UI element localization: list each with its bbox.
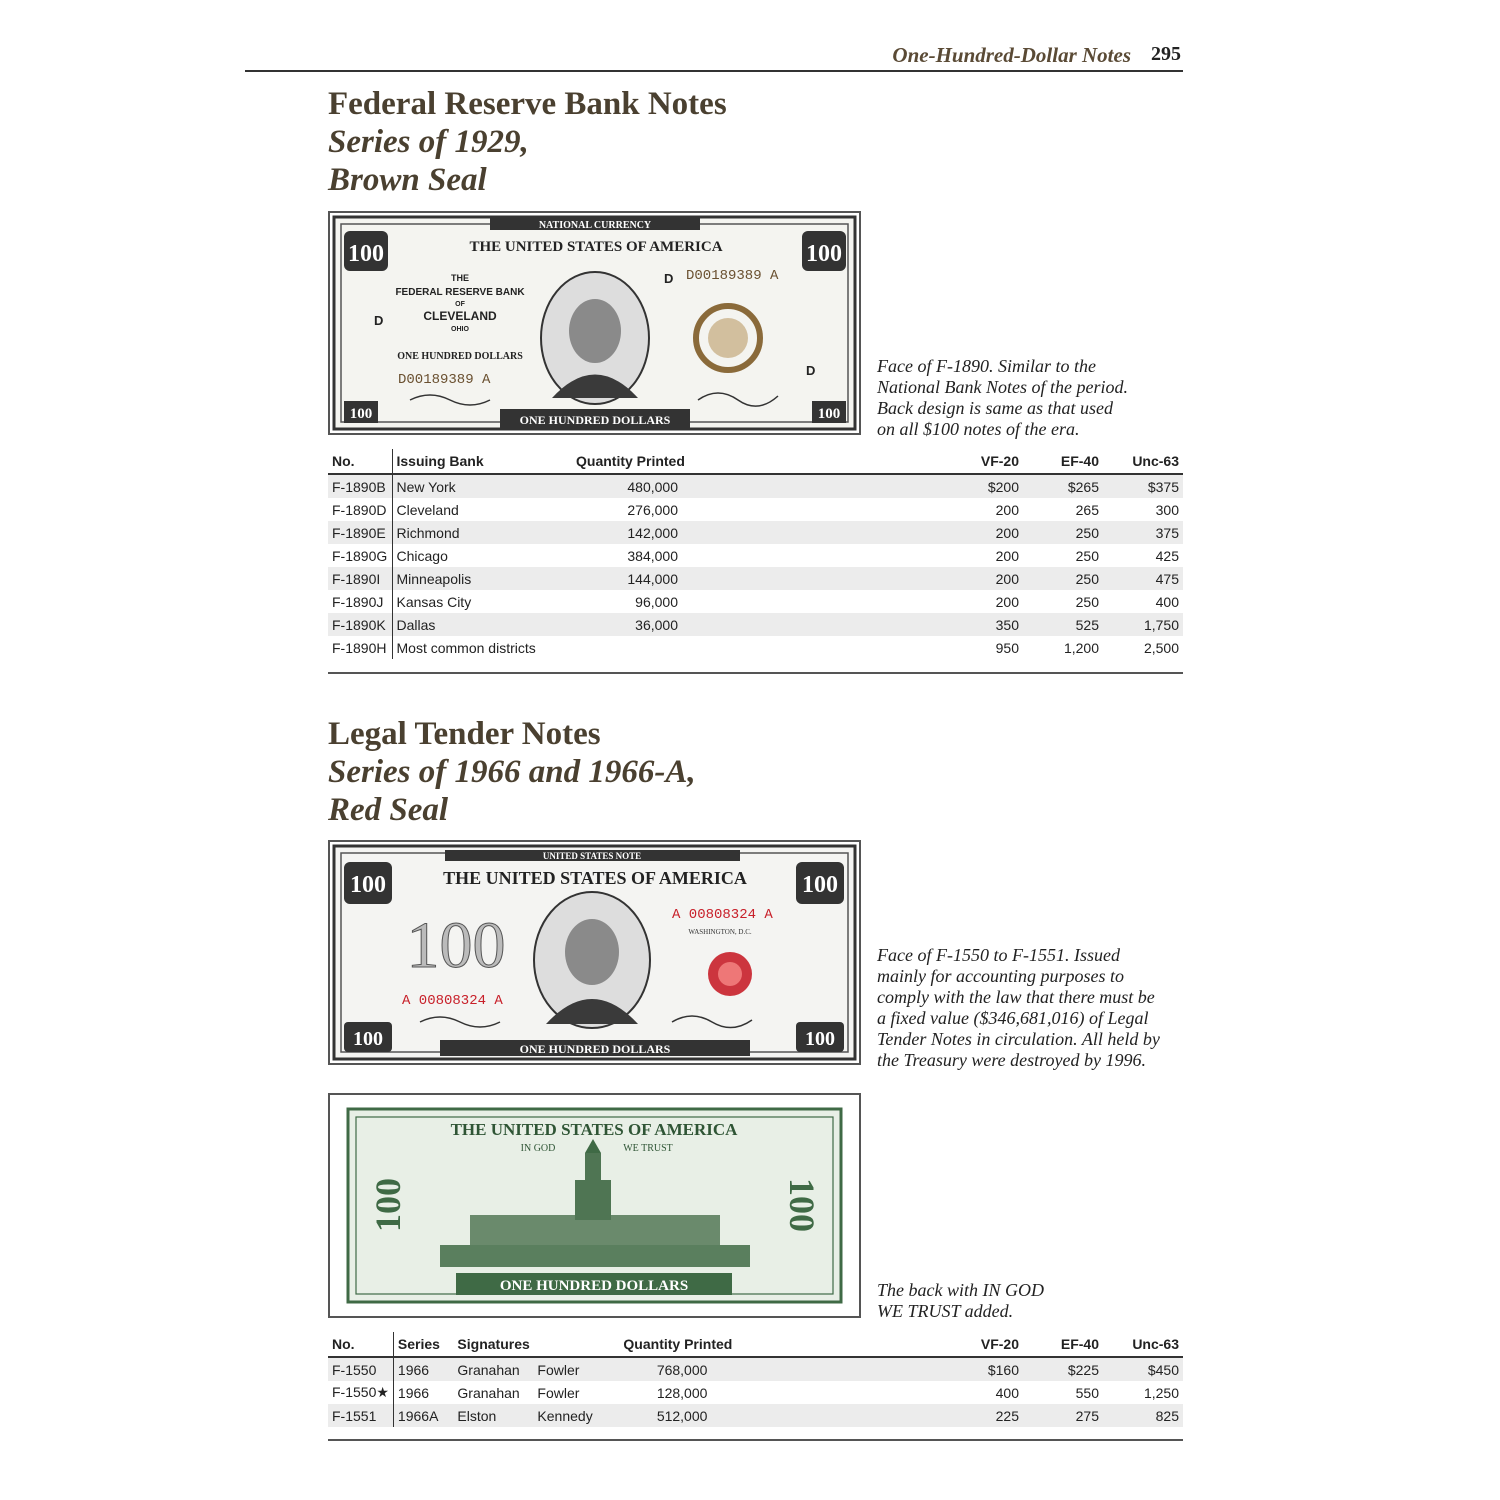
caption-f1890: Face of F-1890. Similar to the National Bank Notes of the period. Back design is same as that used on all $100 notes of the era. xyxy=(877,356,1128,439)
table-row: F-1890K Dallas 36,000 350 525 1,750 xyxy=(328,613,1183,636)
table-row: F-1890E Richmond 142,000 200 250 375 xyxy=(328,521,1183,544)
back-bottom-banner: ONE HUNDRED DOLLARS xyxy=(499,1278,689,1294)
table-f1890 xyxy=(328,449,1183,659)
banknote-f1890-face xyxy=(330,213,859,433)
denom-bottom-right: 100 xyxy=(805,1028,835,1050)
motto-left: IN GOD xyxy=(520,1143,556,1154)
bottom-banner-text: ONE HUNDRED DOLLARS xyxy=(519,413,671,427)
denom-top-left: 100 xyxy=(348,241,384,267)
section2-subtitle-line2: Red Seal xyxy=(328,792,449,828)
banknote-f1550-back xyxy=(330,1095,859,1316)
back-denom-left: 100 xyxy=(368,1178,408,1232)
table-row: F-1551 1966A Elston Kennedy 512,000 225 275 825 xyxy=(328,1404,1183,1427)
table-f1550 xyxy=(328,1332,1183,1427)
serial-left: A 00808324 A xyxy=(402,993,503,1009)
section1-subtitle-line2: Brown Seal xyxy=(328,162,487,198)
denom-bottom-left: 100 xyxy=(349,406,373,422)
section1-title: Federal Reserve Bank Notes xyxy=(328,86,727,122)
portrait-face xyxy=(565,919,619,985)
note-bank-city: CLEVELAND xyxy=(423,309,497,323)
denom-top-right: 100 xyxy=(806,241,842,267)
table-header-row: No. Issuing Bank Quantity Printed VF-20 EF-40 Unc-63 xyxy=(328,449,1183,474)
table-row: F-1890H Most common districts 950 1,200 2,500 xyxy=(328,636,1183,659)
caption-f1550-back: The back with IN GOD WE TRUST added. xyxy=(877,1280,1044,1321)
note-image-f1550-face xyxy=(328,840,861,1065)
top-banner-text: NATIONAL CURRENCY xyxy=(538,220,652,231)
caption-f1550-face: Face of F-1550 to F-1551. Issued mainly for accounting purposes to comply with the law that there must be a fixed value ($346,681,016) of Legal Tender Notes in circulation. All held by the Treasury were destroyed by 1996. xyxy=(877,945,1160,1070)
running-title: One-Hundred-Dollar Notes xyxy=(892,43,1131,67)
serial-right: D00189389 A xyxy=(686,268,779,284)
svg-text:D: D xyxy=(806,363,816,378)
denom-bottom-right: 100 xyxy=(817,406,841,422)
top-banner-text: UNITED STATES NOTE xyxy=(542,851,642,861)
section2-subtitle-line1: Series of 1966 and 1966-A, xyxy=(328,754,696,790)
table-row: F-1890B New York 480,000 $200 $265 $375 xyxy=(328,474,1183,498)
svg-text:ONE HUNDRED DOLLARS: ONE HUNDRED DOLLARS xyxy=(397,351,523,362)
denom-large-left: 100 xyxy=(406,909,506,982)
denom-top-right: 100 xyxy=(802,872,838,898)
note-country: THE UNITED STATES OF AMERICA xyxy=(443,868,747,888)
note-image-f1550-back xyxy=(328,1093,861,1318)
svg-text:FEDERAL RESERVE BANK: FEDERAL RESERVE BANK xyxy=(395,287,525,298)
serial-right: A 00808324 A xyxy=(672,907,773,923)
svg-text:OHIO: OHIO xyxy=(451,326,469,333)
svg-text:D: D xyxy=(664,271,674,286)
page-number: 295 xyxy=(1151,43,1181,65)
bottom-banner-text: ONE HUNDRED DOLLARS xyxy=(519,1042,671,1056)
table-header-row: No. Series Signatures Quantity Printed VF-20 EF-40 Unc-63 xyxy=(328,1332,1183,1357)
table-row: F-1890G Chicago 384,000 200 250 425 xyxy=(328,544,1183,567)
table-row: F-1550 1966 Granahan Fowler 768,000 $160 $225 $450 xyxy=(328,1357,1183,1381)
serial-left: D00189389 A xyxy=(398,372,491,388)
portrait-face xyxy=(569,299,621,363)
page-header xyxy=(245,40,1183,72)
note-country: THE UNITED STATES OF AMERICA xyxy=(469,239,723,255)
table-row: F-1890D Cleveland 276,000 200 265 300 xyxy=(328,498,1183,521)
denom-top-left: 100 xyxy=(350,872,386,898)
section2-bottom-rule xyxy=(328,1439,1183,1441)
table-row: F-1890J Kansas City 96,000 200 250 400 xyxy=(328,590,1183,613)
denom-bottom-left: 100 xyxy=(353,1028,383,1050)
section2-title: Legal Tender Notes xyxy=(328,716,601,752)
section1-bottom-rule xyxy=(328,672,1183,674)
section1-subtitle-line1: Series of 1929, xyxy=(328,124,529,160)
svg-text:OF: OF xyxy=(455,301,465,308)
banknote-f1550-face xyxy=(330,842,859,1063)
note-image-f1890-face xyxy=(328,211,861,435)
table-row: F-1550★ 1966 Granahan Fowler 128,000 400 550 1,250 xyxy=(328,1381,1183,1404)
table-row: F-1890I Minneapolis 144,000 200 250 475 xyxy=(328,567,1183,590)
back-country: THE UNITED STATES OF AMERICA xyxy=(450,1120,738,1139)
back-denom-right: 100 xyxy=(782,1178,822,1232)
svg-text:WASHINGTON, D.C.: WASHINGTON, D.C. xyxy=(688,928,752,936)
motto-right: WE TRUST xyxy=(623,1143,673,1154)
svg-text:THE: THE xyxy=(451,273,469,283)
svg-text:D: D xyxy=(374,313,384,328)
